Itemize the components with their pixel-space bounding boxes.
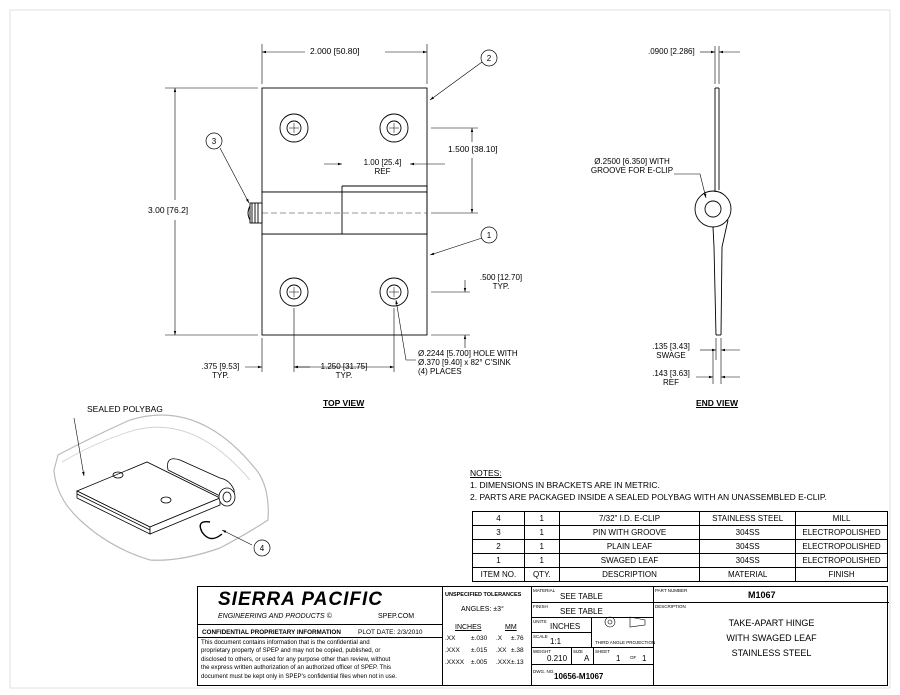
- dim-swage: .135 [3.43] SWAGE: [652, 342, 690, 360]
- top-view-label: TOP VIEW: [323, 398, 365, 408]
- inches-label: INCHES: [455, 624, 482, 631]
- dim-width: 2.000 [50.80]: [310, 46, 360, 56]
- title-block: [197, 586, 888, 686]
- table-header: ITEM NO. QTY. DESCRIPTION MATERIAL FINISH: [473, 568, 888, 582]
- end-view: [695, 88, 731, 335]
- dim-hole-edge-h: .375 [9.53] TYP.: [201, 362, 240, 380]
- notes: [470, 467, 827, 503]
- material-cell: MATERIAL SEE TABLE: [532, 587, 654, 603]
- size-cell: SIZE A: [572, 648, 594, 665]
- end-view-label: END VIEW: [696, 398, 739, 408]
- isometric-view: [54, 415, 268, 560]
- scale-cell: SCALE 1:1: [532, 633, 592, 648]
- swaged-leaf: [262, 234, 427, 335]
- hole-bottom-left: [280, 278, 308, 306]
- units-cell: UNITS INCHES: [532, 618, 592, 633]
- bill-of-materials: [472, 511, 888, 582]
- table-row: 1 1 SWAGED LEAF 304SS ELECTROPOLISHED: [473, 554, 888, 568]
- confidential-text: This document contains information that is the confidential and proprietary property of SPEP and may not be copied, published, or disclosed to others, or used for any purpose other than review, without the express written authorization of an authorized officer of SPEP. This document must be kept only in SPEP's confidential files when not in use.: [201, 639, 397, 680]
- mm-label: MM: [505, 624, 517, 631]
- balloon-4-text: 4: [259, 544, 265, 553]
- hole-top-left: [280, 114, 308, 142]
- dim-hole-spacing-v: 1.500 [38.10]: [448, 144, 498, 154]
- tolerances-cell: UNSPECIFIED TOLERANCES ANGLES: ±3° INCHES MM .XX ±.030 .X ±.76 .XXX ±.015 .XX ±.38 .XXXX ±.005 .XXX ±.13: [443, 587, 532, 685]
- description-cell: DESCRIPTION TAKE-APART HINGE WITH SWAGED LEAF STAINLESS STEEL: [655, 604, 817, 658]
- dim-height: 3.00 [76.2]: [148, 205, 189, 215]
- e-clip: [200, 522, 222, 539]
- balloon-1-text: 1: [486, 231, 492, 240]
- angles: ANGLES: ±3°: [461, 606, 504, 613]
- dwg-cell: DWG. NO. 10656-M1067: [532, 665, 654, 685]
- note-2: 2. PARTS ARE PACKAGED INSIDE A SEALED POLYBAG WITH AN UNASSEMBLED E-CLIP.: [470, 492, 827, 502]
- balloon-3-text: 3: [211, 137, 217, 146]
- plot-date: PLOT DATE: 2/3/2010: [358, 629, 423, 636]
- polybag-label: SEALED POLYBAG: [87, 404, 163, 414]
- balloon-2-text: 2: [486, 54, 492, 63]
- company-name: SIERRA PACIFIC: [218, 589, 383, 610]
- confidential-cell: [198, 625, 443, 685]
- company-sub: ENGINEERING AND PRODUCTS ©: [218, 613, 332, 620]
- pin-callout: Ø.2500 [6.350] WITH GROOVE FOR E-CLIP: [590, 157, 674, 175]
- company-cell: [198, 587, 443, 625]
- confidential-title: CONFIDENTIAL PROPRIETARY INFORMATION: [202, 629, 341, 636]
- top-view: [248, 88, 427, 335]
- table-row: 2 1 PLAIN LEAF 304SS ELECTROPOLISHED: [473, 540, 888, 554]
- hole-bottom-right: [380, 278, 408, 306]
- tolerances-title: UNSPECIFIED TOLERANCES: [445, 592, 522, 598]
- weight-cell: WEIGHT 0.210: [532, 648, 572, 665]
- projection-cell: THIRD ANGLE PROJECTION: [592, 618, 654, 648]
- dim-thickness: .0900 [2.286]: [648, 47, 695, 56]
- dim-hole-edge-v: .500 [12.70] TYP.: [479, 273, 523, 291]
- hole-top-right: [380, 114, 408, 142]
- part-number-cell: PART NUMBER M1067: [654, 587, 889, 603]
- finish-cell: FINISH SEE TABLE: [532, 603, 654, 618]
- pin-end: [248, 203, 262, 223]
- dim-hole-spacing-h: 1.250 [31.75] TYP.: [320, 362, 368, 380]
- dim-knuckle-ref: 1.00 [25.4] REF: [363, 158, 402, 176]
- notes-title: NOTES:: [470, 468, 502, 478]
- dim-ref-thick: .143 [3.63] REF: [652, 369, 690, 387]
- sheet-cell: SHEET 1 OF 1: [594, 648, 654, 665]
- hole-callout: Ø.2244 [5.700] HOLE WITH Ø.370 [9.40] x 82° C'SINK (4) PLACES: [418, 349, 518, 376]
- note-1: 1. DIMENSIONS IN BRACKETS ARE IN METRIC.: [470, 480, 660, 490]
- table-row: 4 1 7/32" I.D. E-CLIP STAINLESS STEEL MILL: [473, 512, 888, 526]
- company-website: SPEP.COM: [378, 613, 415, 620]
- table-row: 3 1 PIN WITH GROOVE 304SS ELECTROPOLISHED: [473, 526, 888, 540]
